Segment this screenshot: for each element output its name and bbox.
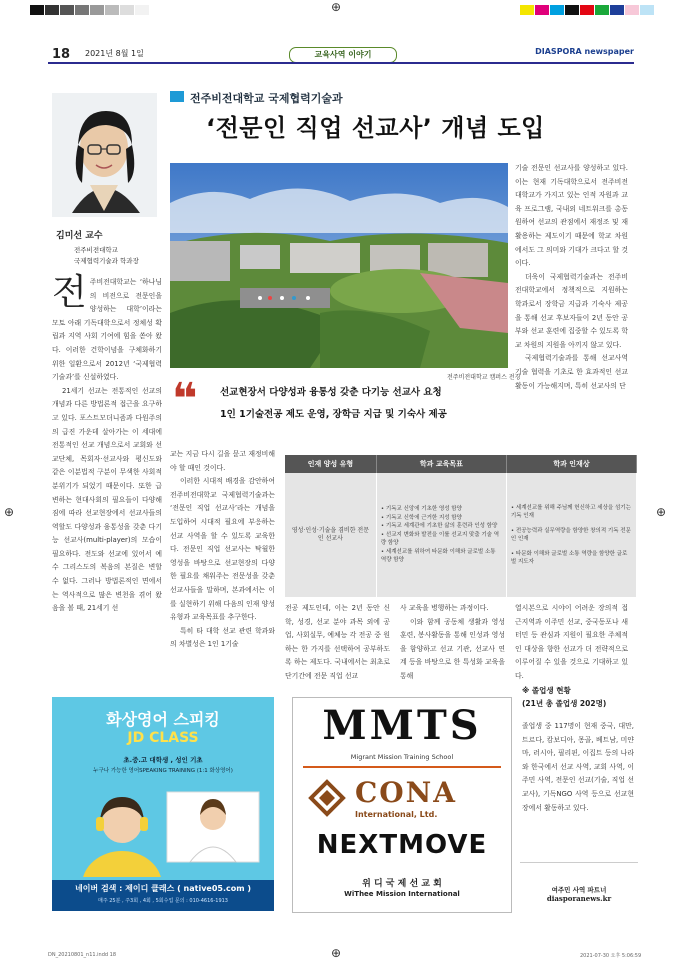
graduates-subtitle: (21년 총 졸업생 202명)	[522, 699, 607, 708]
paragraph: 국제협력기술과를 통해 선교사역 기술 협력을 기초로 한 효과적인 선교 활동이 가능해지며, 특히 선교사의 단	[515, 354, 628, 390]
list-item: • 세계선교를 위하여 타문화 이해와 글로벌 소통 역량 함양	[380, 548, 496, 564]
section-label: 교육사역 이야기	[289, 47, 397, 63]
print-timestamp: 2021-07-30 오후 5:06:59	[580, 953, 642, 959]
paragraph: 사 교육을 병행하는 과정이다.	[400, 604, 489, 612]
mmts-name: Migrant Mission Training School	[350, 753, 454, 761]
kicker-marker-icon	[170, 91, 184, 102]
article-kicker: 전주비전대학교 국제협력기술과	[190, 92, 343, 105]
table-header: 인재 양성 유형	[285, 455, 376, 473]
nextmove-logo: NEXTMOVE	[316, 830, 488, 860]
ad-title: 화상영어 스피킹	[106, 710, 220, 729]
paragraph: 교는 지금 다시 길을 묻고 재정비해야 할 때인 것이다.	[170, 450, 275, 472]
dropcap: 전	[52, 272, 87, 313]
partner-label: 여주민 사역 파트너	[551, 886, 607, 894]
registration-mark-icon: ⊕	[331, 946, 342, 960]
header-rule	[48, 62, 634, 64]
paragraph: 더욱이 국제협력기술과는 전주비전대학교에서 정책적으로 지원하는 학과로서 장학금 지급과 기숙사 제공을 통해 선교 후보자들이 2년 동안 공부와 선교 훈련에 집중할 수 있도록 학교 차원의 지원을 아끼지 않고 있다.	[515, 272, 628, 349]
brand-logo: DIASPORA newspaper	[535, 47, 634, 56]
registration-mark-icon: ⊕	[4, 505, 15, 519]
table-header: 학과 교육목표	[376, 455, 506, 473]
withee-name-kr: 위 디 국 제 선 교 회	[362, 879, 442, 889]
paragraph: 21세기 선교는 전통적인 선교의 개념과 다른 방법론적 접근을 요구하고 있다. 포스트모더니즘과 다원주의의 급진 가운데 살아가는 이 세대에 전통적인 선교 개념으로서 교회와 선교단체, 목회자·선교사와 평신도와 같은 이분법적 구분이 무색한 사회적 분위기가 되었기 때문이다. 또한 급변하는 현대사회의 필요들이 다양해짐에 따라 선교현장에서 선교사들의 역할도 다양성과 융통성을 갖춘 다기능 선교사(multi-player)의 모습이 필요하다. 전도와 선교에 있어서 예수 그리스도의 복음의 본질은 변할 수 없다. 그러나 방법론적인 면에서는 역사적으로 많은 변천을 겪어 왔음을 볼 때, 21세기 선	[52, 386, 162, 613]
list-item: • 기독교 신앙에 기초한 영성 함양	[380, 506, 462, 513]
paragraph: 주비전대학교는 ‘하나님의 비전으로 전문인을 양성하는 대학’이라는 모토 아래 기독대학으로서 정체성 확립과 지역 사회 기여에 힘을 쏟아 왔다. 이러한 건학이념을 구체화하기 위한 일환으로서 2012년 ‘국제협력기술과’를 신설하였다.	[52, 278, 162, 382]
paragraph: 기술 전문인 선교사를 양성하고 있다. 이는 현재 기독대학으로서 전주비전대학교가 가지고 있는 인적 자원과 교육 프로그램, 국내외 네트워크를 총동원하여 선교의 관점에서 재정조 및 재활용하는 제도이기 때문에 학교 차원에서도 그 의미와 기대가 크다고 할 것이다.	[515, 164, 628, 268]
page-number: 18	[52, 47, 71, 62]
ad-line: 누구나 가능한 영어SPEAKING TRAINING (1:1 화상영어)	[93, 768, 233, 774]
author-affiliation: 전주비전대학교	[74, 246, 118, 254]
issue-date: 2021년 8월 1일	[85, 49, 144, 58]
cona-sub: International, Ltd.	[355, 810, 438, 819]
campus-photo	[170, 163, 508, 368]
graduates-title: ※ 졸업생 현황	[522, 686, 571, 695]
paragraph: 이와 함께 공동체 생활과 영성훈련, 봉사활동을 통해 인성과 영성을 함양하고 선교 기관, 선교사 연계 등을 바탕으로 한 특성화 교육을 통해	[400, 617, 505, 680]
author-affiliation: 국제협력기술과 학과장	[74, 257, 139, 265]
article-column-2	[170, 448, 275, 652]
jd-class-ad[interactable]	[52, 697, 274, 911]
ad-line: 초.중.고 대학생 , 성인 기초	[123, 756, 203, 764]
mmts-logo: MMTS	[322, 702, 482, 749]
ad-hours: 매주 25분 , 주3회 , 4회 , 5회수업 문의 : 010-4616-1913	[98, 898, 228, 904]
cona-emblem-icon	[307, 778, 347, 818]
graduates-text: 졸업생 중 117명이 현재 중국, 대만, 트르다, 캄보디아, 몽골, 베트남, 미얀마, 러시아, 필리핀, 이집트 등의 나라와 한국에서 선교 사역, 교회 사역, 이주민 사역, 전문인 선교(기술, 직업 선교사), 기독NGO 사역 등으로 선교현장에서 활동하고 있다.	[522, 722, 634, 812]
sponsors-ad[interactable]	[292, 697, 512, 913]
registration-mark-icon: ⊕	[331, 0, 342, 14]
ad-subtitle: JD CLASS	[127, 730, 199, 746]
list-item: • 전공능력과 실무역량을 함양한 창의적 기독 전문인 인재	[510, 527, 631, 542]
paragraph: 이러한 시대적 배경을 감안하여 전주비전대학교 국제협력기술과는 ‘전문인 직업 선교사’라는 개념을 도입하여 시대적 필요에 부응하는 선교 사역을 할 수 있도록 교육한다. 전문인 직업 선교사는 탁월한 영성을 바탕으로 선교현장의 다양한 필요를 채워주는 전문성을 갖춘 선교사들을 말하며, 본과에서는 이를 실현하기 위해 다음의 인재 양성 유형과 교육목표를 추구한다.	[170, 477, 275, 622]
table-header: 학과 인재상	[506, 455, 636, 473]
article-column-5-continued: 열시본으로 시야이 어려운 장의적 접근지역과 이주민 선교, 중국동포나 새터민 등 관심과 지원이 필요한 주체적인 대상을 향한 선교가 더 전략적으로 이루어질 수 있을 것으로 기대하고 있다.	[515, 604, 628, 680]
table-cell	[506, 473, 636, 597]
article-column-1	[52, 272, 162, 616]
cona-logo: CONA	[355, 776, 457, 809]
article-column-3: 전공 제도인데, 이는 2년 동안 신학, 성경, 선교 분야 과목 외에 공업, 사회실무, 예체능 각 전공 중 원하는 한 가지를 선택하여 공부하도록 하는 제도다. 국내에서는 최초로 단기간에 전문 직업 선교	[285, 604, 390, 680]
registration-mark-icon: ⊕	[656, 505, 667, 519]
quote-mark-icon: ❝	[172, 374, 198, 425]
photo-caption: 전주비전대학교 캠퍼스 전경	[447, 374, 521, 381]
print-color-bar-right	[520, 0, 655, 19]
print-color-bar-left	[30, 0, 150, 19]
article-column-5	[515, 162, 628, 393]
article-headline: ‘전문인 직업 선교사’ 개념 도입	[206, 114, 545, 142]
withee-name-en: WiThee Mission International	[344, 890, 460, 898]
divider	[303, 766, 501, 768]
list-item: • 기독교 세계관에 기초한 삶의 훈련과 인성 함양	[380, 523, 498, 530]
subheadline-1: 선교현장서 다양성과 융통성 갖춘 다기능 선교사 요청	[220, 387, 442, 398]
paragraph: 특히 타 대학 선교 관련 학과와의 차별성은 1인 1기술	[170, 626, 275, 649]
subheadline-2: 1인 1기술전공 제도 운영, 장학금 지급 및 기숙사 제공	[220, 409, 447, 420]
ad-search: 네이버 검색 : 제이디 클래스 ( native05.com )	[74, 884, 252, 893]
ad-illustration	[62, 777, 264, 877]
table-cell: 영성·인성·기술을 겸비한 전문인 선교사	[285, 473, 376, 597]
file-slug: DN_20210801_n11.indd 18	[48, 952, 117, 958]
list-item: • 세계선교를 위해 주님께 헌신하고 세상을 섬기는 기독 인재	[510, 504, 631, 519]
talent-table	[285, 455, 637, 595]
partner-box	[520, 862, 638, 915]
list-item: • 선교지 변화와 발전을 이룰 선교지 맞춤 기술 역량 함양	[380, 531, 500, 547]
author-name: 김미선 교수	[56, 231, 103, 241]
table-cell	[376, 473, 506, 597]
list-item: • 기독교 신학에 근거한 지성 함양	[380, 514, 462, 521]
partner-url: diasporanews.kr	[546, 894, 612, 903]
author-portrait	[52, 93, 157, 217]
article-column-4	[400, 602, 505, 684]
list-item: • 타문화 이해와 글로벌 소통 역량을 함양한 글로벌 지도자	[510, 550, 628, 565]
